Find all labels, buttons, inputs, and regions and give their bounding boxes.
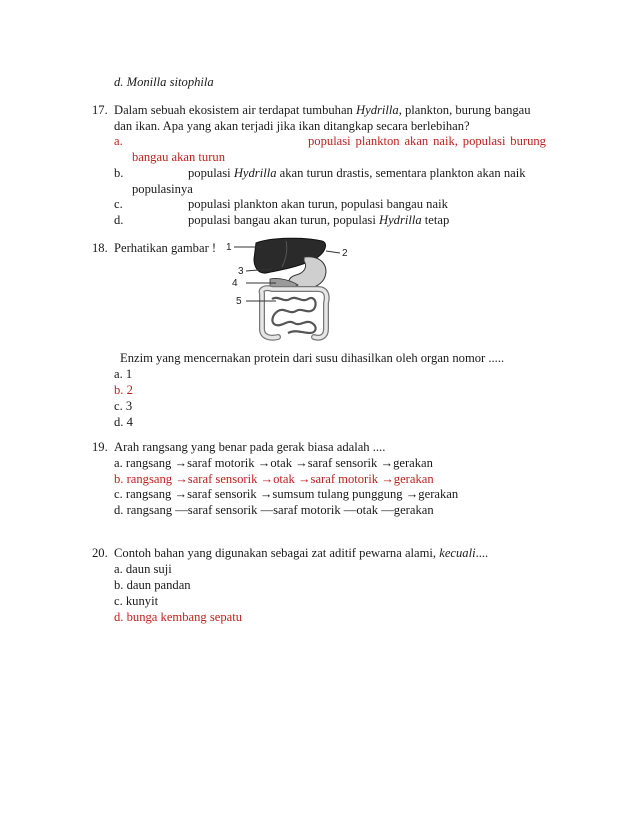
q17-stem-line2: dan ikan. Apa yang akan terjadi jika ikan ditangkap secara berlebihan?	[114, 119, 470, 133]
small-intestine	[272, 298, 316, 333]
q18-number: 18.	[92, 241, 108, 255]
diagram-label-1: 1	[226, 242, 232, 253]
q18-option-c: c. 3	[114, 399, 133, 413]
q18-stem: Perhatikan gambar !	[114, 241, 217, 255]
q17-option-d-letter: d.	[114, 213, 124, 227]
q19-option-a: a. rangsang →saraf motorik →otak →saraf sensorik →gerakan	[114, 456, 433, 470]
q17-option-a-text: populasi plankton akan naik, populasi burung	[308, 134, 546, 148]
q18-option-d: d. 4	[114, 415, 133, 429]
q19-stem: Arah rangsang yang benar pada gerak biasa adalah ....	[114, 440, 386, 454]
large-intestine	[262, 288, 327, 338]
digestive-system-diagram	[226, 233, 350, 343]
diagram-label-2: 2	[342, 248, 348, 259]
q17-option-c-letter: c.	[114, 197, 123, 211]
q20-option-a: a. daun suji	[114, 562, 172, 576]
q17-option-c-text: populasi plankton akan turun, populasi bangau naik	[188, 197, 448, 211]
q17-stem-line1: Dalam sebuah ekosistem air terdapat tumbuhan Hydrilla, plankton, burung bangau	[114, 103, 531, 117]
q17-option-b-text2: populasinya	[132, 182, 193, 196]
prev-option-d: d. Monilla sitophila	[114, 75, 214, 89]
diagram-label-3: 3	[238, 266, 244, 277]
q18-option-a: a. 1	[114, 367, 133, 381]
q17-option-b-letter: b.	[114, 166, 124, 180]
q19-option-d: d. rangsang ―saraf sensorik ―saraf motorik ―otak ―gerakan	[114, 503, 434, 517]
q20-option-c: c. kunyit	[114, 594, 159, 608]
q19-option-c: c. rangsang →saraf sensorik →sumsum tulang punggung →gerakan	[114, 487, 459, 501]
diagram-label-4: 4	[232, 278, 238, 289]
q20-option-d: d. bunga kembang sepatu	[114, 610, 243, 624]
q19-number: 19.	[92, 440, 108, 454]
diagram-label-5: 5	[236, 296, 242, 307]
q18-option-b: b. 2	[114, 383, 133, 397]
q20-number: 20.	[92, 546, 108, 560]
q17-number: 17.	[92, 103, 108, 117]
q18-question: Enzim yang mencernakan protein dari susu dihasilkan oleh organ nomor .....	[120, 351, 505, 365]
q19-option-b: b. rangsang →saraf sensorik →otak →saraf motorik →gerakan	[114, 472, 434, 486]
q17-option-a-text2: bangau akan turun	[132, 150, 226, 164]
q20-stem: Contoh bahan yang digunakan sebagai zat aditif pewarna alami, kecuali....	[114, 546, 489, 560]
q17-option-a-letter: a.	[114, 134, 123, 148]
q17-option-d-text: populasi bangau akan turun, populasi Hydrilla tetap	[188, 213, 450, 227]
q17-option-b-text: populasi Hydrilla akan turun drastis, sementara plankton akan naik	[188, 166, 526, 180]
q20-option-b: b. daun pandan	[114, 578, 191, 592]
